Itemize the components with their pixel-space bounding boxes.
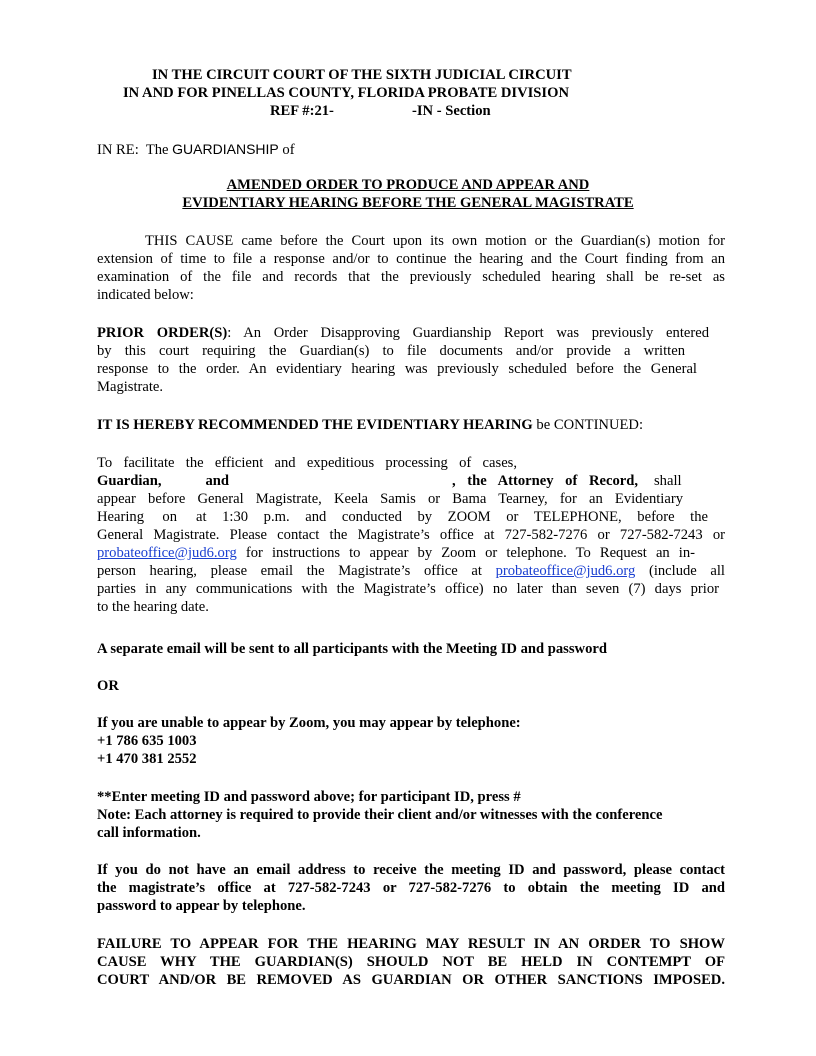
court-header-line-2: IN AND FOR PINELLAS COUNTY, FLORIDA PROBATE DIVISION xyxy=(123,85,569,101)
hearing-instructions-text: for instructions to appear by Zoom or telephone. To Request an in- xyxy=(245,545,696,561)
prior-orders-text: : An Order Disapproving Guardianship Report was previously entered xyxy=(227,325,709,341)
hearing-paragraph-line-3: appear before General Magistrate, Keela Samis or Bama Tearney, for an Evidentiary xyxy=(97,491,683,507)
prior-orders-line-2: by this court requiring the Guardian(s) to file documents and/or provide a written xyxy=(97,343,685,359)
cause-paragraph-line-1: THIS CAUSE came before the Court upon its own motion or the Guardian(s) motion for xyxy=(145,233,725,249)
in-re-the: The xyxy=(145,142,169,158)
include-all-text: (include all xyxy=(648,563,725,579)
hearing-paragraph-line-1: To facilitate the efficient and expeditious processing of cases, xyxy=(97,455,517,471)
prior-orders-label: PRIOR ORDER(S) xyxy=(97,325,228,341)
no-email-line-2: the magistrate’s office at 727-582-7243 or 727-582-7276 to obtain the meeting ID and xyxy=(97,880,725,896)
ref-number: REF #:21- xyxy=(270,103,334,119)
hearing-shall: shall xyxy=(654,473,682,489)
hearing-time-line: at 1:30 p.m. and conducted by ZOOM or TELEPHONE, before the xyxy=(196,509,708,525)
telephone-intro: If you are unable to appear by Zoom, you may appear by telephone: xyxy=(97,715,521,731)
hearing-guardian-label: Guardian, and xyxy=(97,473,229,489)
recommendation-line xyxy=(97,416,643,434)
in-re-type: GUARDIANSHIP xyxy=(172,141,279,157)
recommendation-rest: be CONTINUED: xyxy=(536,417,644,433)
ref-section: -IN - Section xyxy=(412,103,491,119)
hearing-paragraph-line-9: to the hearing date. xyxy=(97,599,209,615)
probate-email-link-2[interactable]: probateoffice@jud6.org xyxy=(495,563,636,579)
enter-meeting-id-instruction: **Enter meeting ID and password above; for participant ID, press # xyxy=(97,789,521,805)
separate-email-notice: A separate email will be sent to all participants with the Meeting ID and password xyxy=(97,641,607,657)
attorney-note-line-1: Note: Each attorney is required to provide their client and/or witnesses with the conference xyxy=(97,807,663,823)
telephone-number-2: +1 470 381 2552 xyxy=(97,751,197,767)
in-re-of: of xyxy=(282,142,295,158)
prior-orders-line-4: Magistrate. xyxy=(97,379,164,395)
hearing-paragraph-line-6 xyxy=(97,544,695,562)
hearing-attorney-label: , the Attorney of Record, xyxy=(452,473,638,489)
hearing-on-label: Hearing on xyxy=(97,509,177,525)
recommendation-bold: IT IS HEREBY RECOMMENDED THE EVIDENTIARY HEARING xyxy=(97,417,533,433)
in-re-label xyxy=(97,140,295,159)
no-email-line-3: password to appear by telephone. xyxy=(97,898,306,914)
hearing-paragraph-line-8: parties in any communications with the Magistrate’s office) no later than seven (7) days prior xyxy=(97,581,719,597)
in-re-prefix: IN RE: xyxy=(97,142,139,158)
failure-warning-line-1: FAILURE TO APPEAR FOR THE HEARING MAY RESULT IN AN ORDER TO SHOW xyxy=(97,936,725,952)
cause-paragraph-line-3: examination of the file and records that the previously scheduled hearing shall be re-set as xyxy=(97,269,725,285)
failure-warning-line-3: COURT AND/OR BE REMOVED AS GUARDIAN OR OTHER SANCTIONS IMPOSED. xyxy=(97,972,725,988)
or-divider: OR xyxy=(97,678,119,694)
prior-orders-line-3: response to the order. An evidentiary hearing was previously scheduled before the General xyxy=(97,361,697,377)
failure-warning-line-2: CAUSE WHY THE GUARDIAN(S) SHOULD NOT BE HELD IN CONTEMPT OF xyxy=(97,954,725,970)
prior-orders-line-1 xyxy=(97,324,709,342)
order-title-line-2: EVIDENTIARY HEARING BEFORE THE GENERAL MAGISTRATE xyxy=(182,195,634,211)
telephone-number-1: +1 786 635 1003 xyxy=(97,733,197,749)
cause-paragraph-line-4: indicated below: xyxy=(97,287,194,303)
hearing-paragraph-line-7 xyxy=(97,562,725,580)
hearing-paragraph-line-5: General Magistrate. Please contact the Magistrate’s office at 727-582-7276 or 727-582-7243 or xyxy=(97,527,725,543)
attorney-note-line-2: call information. xyxy=(97,825,201,841)
no-email-line-1: If you do not have an email address to receive the meeting ID and password, please contact xyxy=(97,862,725,878)
court-header-line-1: IN THE CIRCUIT COURT OF THE SIXTH JUDICIAL CIRCUIT xyxy=(152,67,572,83)
order-title-line-1: AMENDED ORDER TO PRODUCE AND APPEAR AND xyxy=(226,177,590,193)
in-person-request-text: person hearing, please email the Magistrate’s office at xyxy=(97,563,482,579)
cause-paragraph-line-2: extension of time to file a response and/or to continue the hearing and the Court finding from an xyxy=(97,251,725,267)
probate-email-link[interactable]: probateoffice@jud6.org xyxy=(97,545,237,561)
